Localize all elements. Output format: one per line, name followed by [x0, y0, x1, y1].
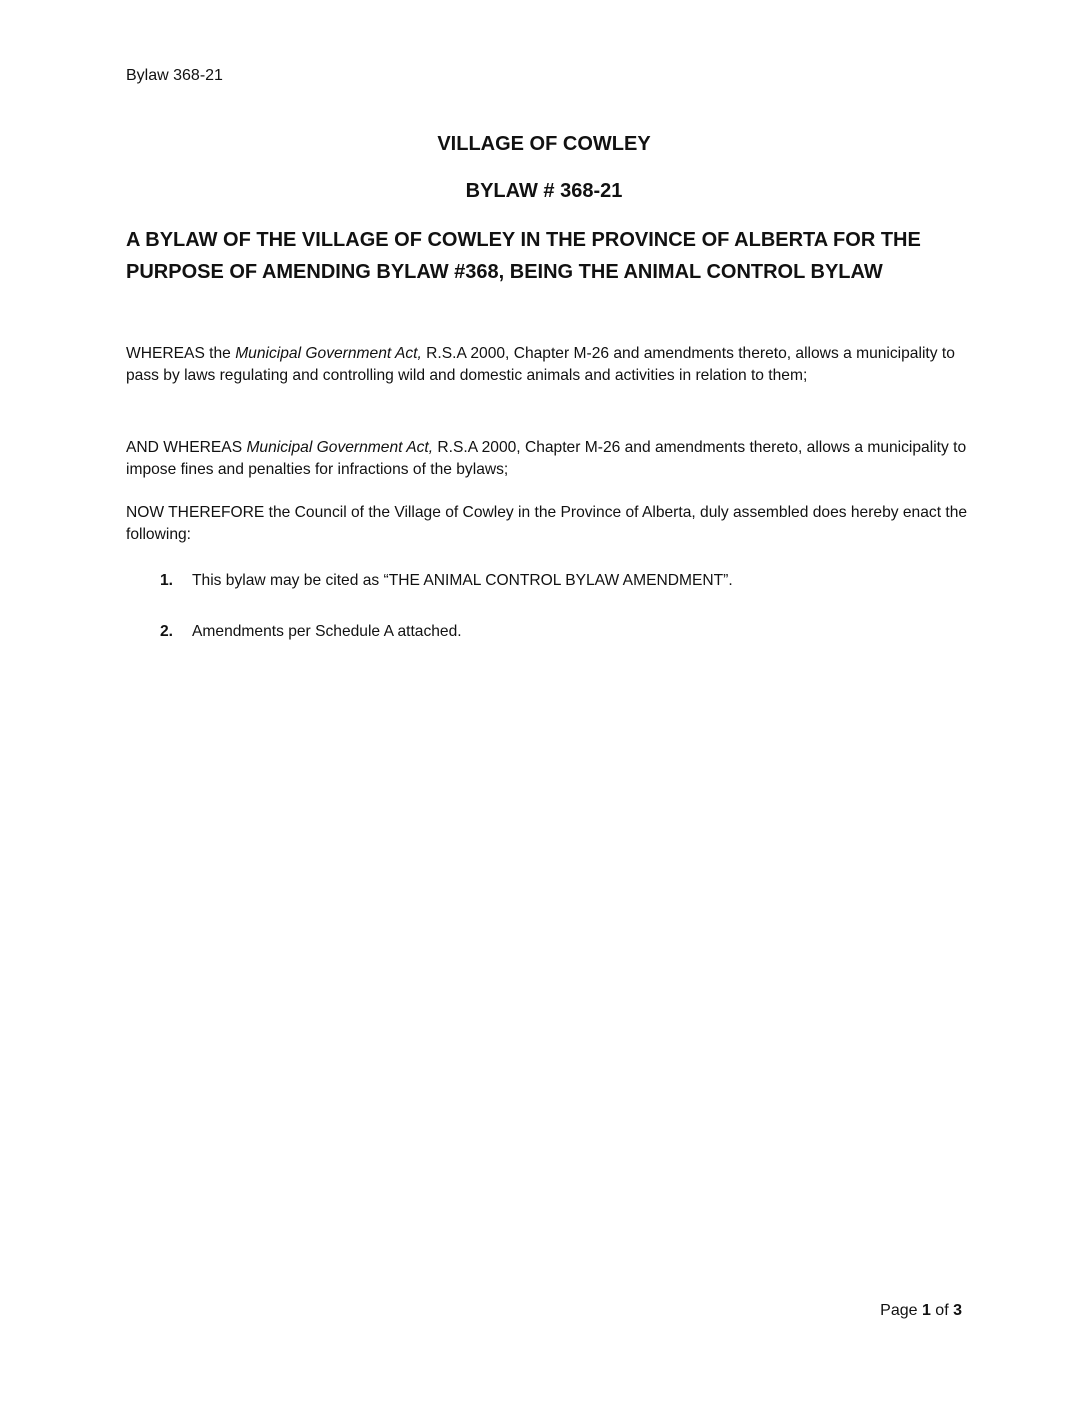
page-footer [880, 1301, 962, 1321]
total-pages: 3 [953, 1302, 962, 1319]
list-number: 2. [160, 623, 174, 640]
whereas-lead: WHEREAS the [126, 345, 236, 362]
and-whereas-paragraph [126, 437, 968, 481]
whereas-paragraph [126, 343, 968, 387]
act-name: Municipal Government Act, [246, 439, 434, 456]
and-whereas-text: R.S.A 2000, Chapter M-26 and amendments thereto, allows a municipality to impose fines and penalties for infractions of the bylaws; [126, 439, 967, 478]
page-header: Bylaw 368-21 [126, 67, 223, 84]
bylaw-purpose-heading: A BYLAW OF THE VILLAGE OF COWLEY IN THE PROVINCE OF ALBERTA FOR THE PURPOSE OF AMENDING BYLAW #368, BEING THE ANIMAL CONTROL BYLAW [126, 229, 921, 283]
and-whereas-lead: AND WHEREAS [126, 439, 247, 456]
list-number: 1. [160, 572, 174, 589]
list-text: This bylaw may be cited as “THE ANIMAL CONTROL BYLAW AMENDMENT”. [192, 572, 733, 589]
act-name: Municipal Government Act, [235, 345, 422, 362]
of-word: of [930, 1302, 954, 1319]
whereas-text: R.S.A 2000, Chapter M-26 and amendments thereto, allows a municipality to pass by laws regulating and controlling wild and domestic animals and activities in relation to them; [126, 345, 955, 384]
current-page: 1 [921, 1302, 931, 1319]
bylaw-number-title: BYLAW # 368-21 [465, 180, 623, 202]
list-text: Amendments per Schedule A attached. [192, 623, 462, 640]
now-therefore-paragraph: NOW THEREFORE the Council of the Village of Cowley in the Province of Alberta, duly assembled does hereby enact the following: [126, 504, 968, 543]
village-title: VILLAGE OF COWLEY [437, 133, 651, 155]
page-word: Page [880, 1302, 922, 1319]
